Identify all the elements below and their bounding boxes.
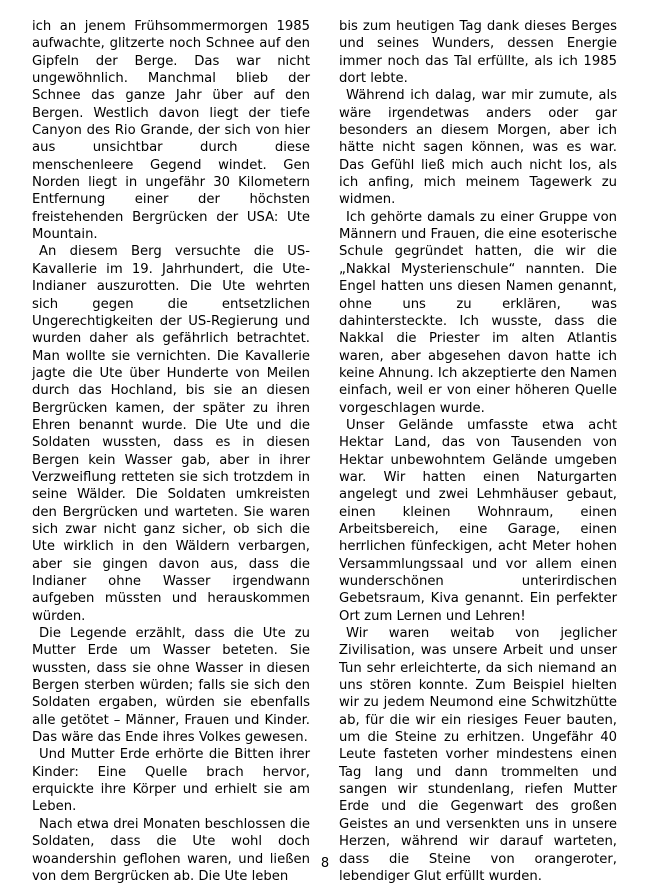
left-text-column (32, 18, 310, 885)
paragraph: Wir waren weitab von jeglicher Zivilisation, was unsere Arbeit und unser Tun sehr erleichterte, da sich niemand an uns stören konnte. Zum Beispiel hielten wir zu jedem Neumond eine Schwitzhütte ab, für die wir ein riesiges Feuer bauten, um die Steine zu erhitzen. Ungefähr 40 Leute fasteten vorher mindestens einen Tag lang und dann trommelten und sangen wir stundenlang, riefen Mutter Erde und die Gegenwart des großen Geistes an und versenkten uns in unsere Herzen, während wir darauf warteten, dass die Steine von orangeroter, lebendiger Glut erfüllt wurden. (339, 626, 617, 884)
paragraph: Ich gehörte damals zu einer Gruppe von Männern und Frauen, die eine esoterische Schule gegründet hatten, die wir die „Nakkal Mysterienschule“ nannten. Die Engel hatten uns diesen Namen genannt, ohne uns zu erklären, was dahintersteckte. Ich wusste, dass die Nakkal die Priester im alten Atlantis waren, aber abgesehen davon hatte ich keine Ahnung. Ich akzeptierte den Namen einfach, weil er von einer höheren Quelle vorgeschlagen wurde. (339, 209, 617, 416)
paragraph: Nach etwa drei Monaten beschlossen die Soldaten, dass die Ute wohl doch woandershin geflohen waren, und ließen von dem Bergrücken ab. Die Ute leben (32, 816, 310, 884)
page-number: 8 (320, 856, 330, 871)
paragraph: bis zum heutigen Tag dank dieses Berges und seines Wunders, dessen Energie immer noch das Tal erfüllte, als ich 1985 dort lebte. (339, 19, 617, 87)
right-text-column (339, 18, 617, 885)
paragraph: Unser Gelände umfasste etwa acht Hektar Land, das von Tausenden von Hektar unbewohntem Gelände umgeben war. Wir hatten einen Naturgarten angelegt und zwei Lehmhäuser gebaut, einen kleinen Wohnraum, einen Arbeitsbereich, eine Garage, einen herrlichen fünfeckigen, acht Meter hohen Versammlungssaal und vor allem einen wunderschönen unterirdischen Gebetsraum, Kiva genannt. Ein perfekter Ort zum Lernen und Lehren! (339, 417, 617, 624)
paragraph: Die Legende erzählt, dass die Ute zu Mutter Erde um Wasser beteten. Sie wussten, dass sie ohne Wasser in diesen Bergen sterben würden; falls sie sich den Soldaten ergaben, würden sie ebenfalls alle getötet – Männer, Frauen und Kinder. Das wäre das Ende ihres Volkes gewesen. (32, 626, 310, 746)
paragraph: An diesem Berg versuchte die US-Kavallerie im 19. Jahrhundert, die Ute-Indianer auszurotten. Die Ute wehrten sich gegen die entsetzlichen Ungerechtigkeiten der US-Regierung und wurden daher als gefährlich betrachtet. Man wollte sie vernichten. Die Kavallerie jagte die Ute über Hunderte von Meilen durch das Hochland, bis sie an diesen Bergrücken kamen, der später zu ihren Ehren benannt wurde. Die Ute und die Soldaten wussten, dass es in diesen Bergen kein Wasser gab, aber in ihrer Verzweiflung retteten sie sich trotzdem in seine Wälder. Die Soldaten umkreisten den Bergrücken und warteten. Sie waren sich zwar nicht ganz sicher, ob sich die Ute wirklich in den Wäldern verbargen, aber sie gingen davon aus, dass die Indianer ohne Wasser irgendwann aufgeben müssten und herauskommen würden. (32, 244, 310, 624)
paragraph: Und Mutter Erde erhörte die Bitten ihrer Kinder: Eine Quelle brach hervor, erquickte ihre Körper und erhielt sie am Leben. (32, 747, 310, 815)
paragraph: ich an jenem Frühsommermorgen 1985 aufwachte, glitzerte noch Schnee auf den Gipfeln der Berge. Das war nicht ungewöhnlich. Manchmal blieb der Schnee das ganze Jahr über auf den Bergen. Westlich davon liegt der tiefe Canyon des Rio Grande, der sich von hier aus unsichtbar durch diese menschenleere Gegend windet. Gen Norden liegt in ungefähr 30 Kilometern Entfernung einer der höchsten freistehenden Bergrücken der USA: Ute Mountain. (32, 19, 310, 243)
paragraph: Während ich dalag, war mir zumute, als wäre irgendetwas anders oder gar besonders an diesem Morgen, aber ich hätte nicht sagen können, was es war. Das Gefühl ließ mich auch nicht los, als ich anfing, mich meinem Tagewerk zu widmen. (339, 88, 617, 208)
